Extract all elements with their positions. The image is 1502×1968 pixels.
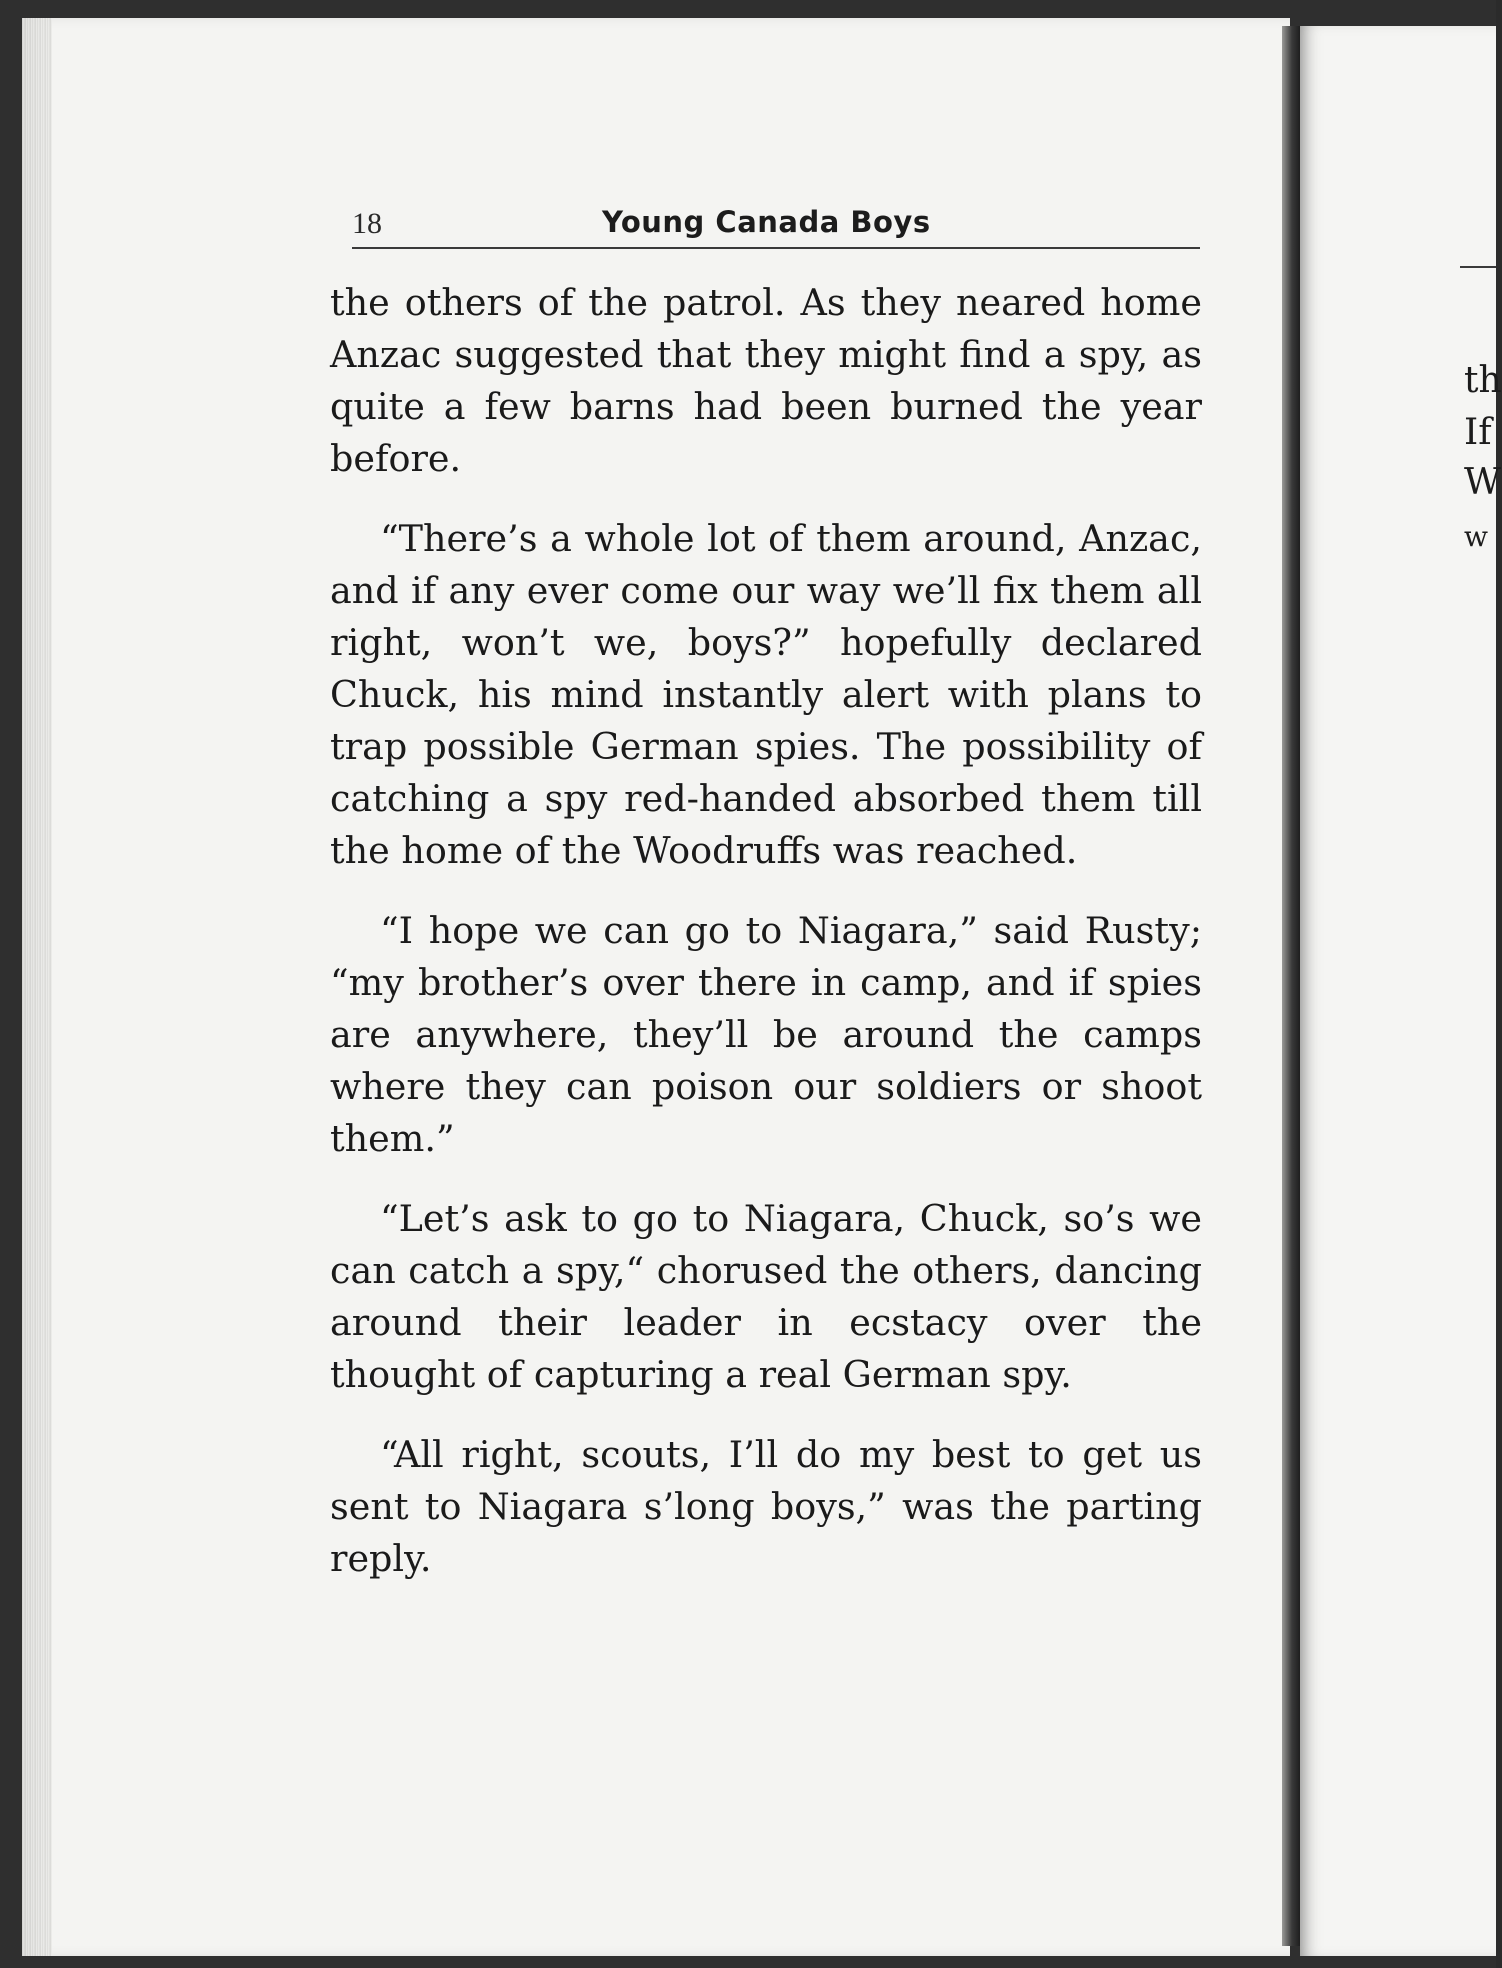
page-edges bbox=[22, 18, 52, 1956]
right-page bbox=[1300, 26, 1496, 1956]
paragraph: “All right, scouts, I’ll do my best to get us sent to Niagara s’long boys,” was the parting reply. bbox=[330, 1433, 1202, 1580]
paragraph: the others of the patrol. As they neared home Anzac suggested that they might find a spy, as quite a few barns had been burned the year before. bbox=[330, 281, 1202, 480]
book-gutter bbox=[1282, 26, 1300, 1946]
right-page-fragment: W bbox=[1464, 462, 1502, 503]
right-page-fragment: th bbox=[1464, 360, 1502, 401]
left-page-text bbox=[330, 195, 1202, 1613]
running-title: Young Canada Boys bbox=[602, 205, 931, 239]
paragraph: “There’s a whole lot of them around, Anzac, and if any ever come our way we’ll fix them all right, won’t we, boys?” hopefully declared Chuck, his mind instantly alert with plans to trap possible German spies. The possibility of catching a spy red-handed absorbed them till the home of the Woodruffs was reached. bbox=[330, 517, 1202, 872]
paragraph: “Let’s ask to go to Niagara, Chuck, so’s we can catch a spy,“ chorused the others, dancing around their leader in ecstacy over the thought of capturing a real German spy. bbox=[330, 1197, 1202, 1396]
running-head bbox=[352, 195, 1200, 249]
paragraph: “I hope we can go to Niagara,” said Rusty; “my brother’s over there in camp, and if spies are anywhere, they’ll be around the camps where they can poison our soldiers or shoot them.” bbox=[330, 909, 1202, 1160]
right-page-head-rule bbox=[1460, 266, 1496, 268]
body-text bbox=[330, 277, 1202, 1585]
right-page-fragment: If bbox=[1464, 412, 1492, 453]
right-page-fragment: w bbox=[1464, 520, 1488, 553]
page-number: 18 bbox=[352, 207, 382, 240]
